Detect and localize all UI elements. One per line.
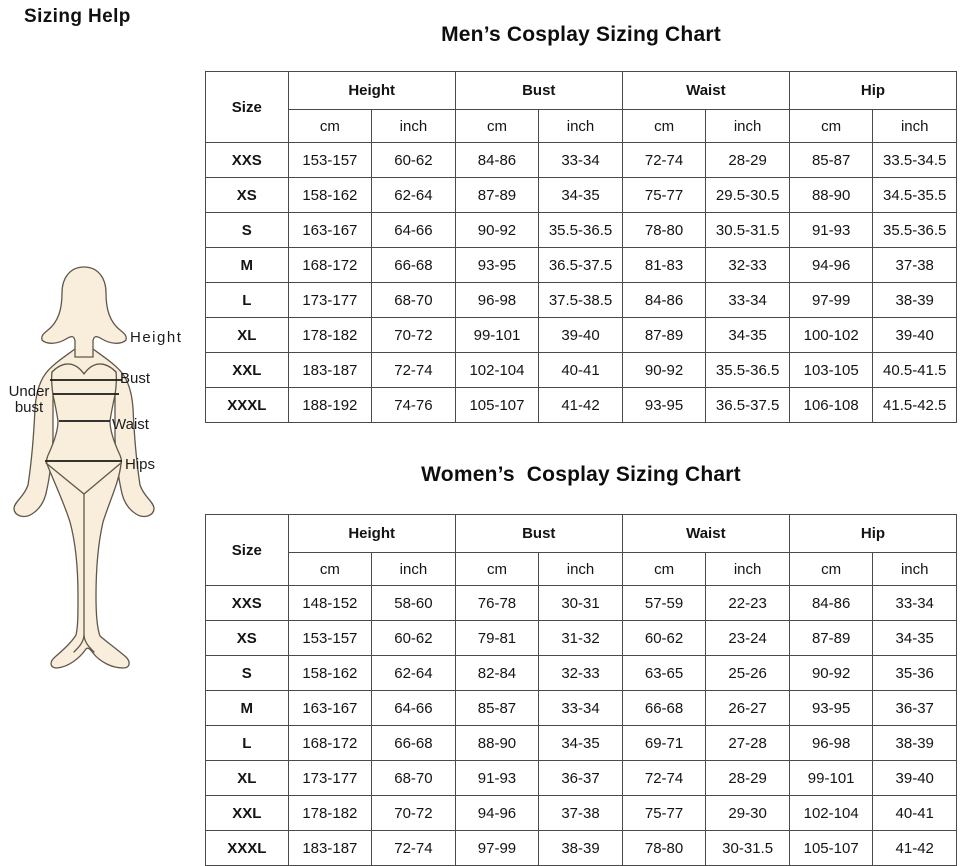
measurement-cell: 28-29 bbox=[706, 761, 790, 796]
measurement-cell: 94-96 bbox=[789, 248, 873, 283]
column-header-bust: Bust bbox=[455, 515, 622, 553]
hips-label: Hips bbox=[125, 456, 156, 473]
measurement-cell: 40-41 bbox=[873, 796, 957, 831]
unit-header-inch: inch bbox=[706, 110, 790, 143]
measurement-cell: 70-72 bbox=[372, 796, 456, 831]
measurement-cell: 79-81 bbox=[455, 621, 539, 656]
measurement-cell: 74-76 bbox=[372, 388, 456, 423]
measurement-cell: 38-39 bbox=[873, 726, 957, 761]
measurement-cell: 163-167 bbox=[288, 691, 372, 726]
measurement-cell: 62-64 bbox=[372, 178, 456, 213]
measurement-cell: 78-80 bbox=[622, 213, 706, 248]
measurement-cell: 173-177 bbox=[288, 761, 372, 796]
measurement-cell: 39-40 bbox=[873, 318, 957, 353]
measurement-cell: 64-66 bbox=[372, 691, 456, 726]
measurement-cell: 66-68 bbox=[622, 691, 706, 726]
figure-head bbox=[42, 267, 127, 357]
table-row bbox=[206, 178, 957, 213]
measurement-cell: 41-42 bbox=[539, 388, 623, 423]
column-header-waist: Waist bbox=[622, 515, 789, 553]
measurement-cell: 97-99 bbox=[455, 831, 539, 866]
page-title: Sizing Help bbox=[24, 6, 131, 27]
mens-header-units-row bbox=[206, 110, 957, 143]
womens-header-units-row bbox=[206, 553, 957, 586]
unit-header-cm: cm bbox=[622, 553, 706, 586]
height-label: Height bbox=[130, 329, 183, 346]
measurement-cell: 96-98 bbox=[455, 283, 539, 318]
unit-header-inch: inch bbox=[873, 553, 957, 586]
womens-chart-title: Women’s Cosplay Sizing Chart bbox=[421, 463, 741, 486]
measurement-cell: 72-74 bbox=[372, 831, 456, 866]
size-cell: XS bbox=[206, 621, 289, 656]
womens-header-groups-row bbox=[206, 515, 957, 553]
measurement-cell: 99-101 bbox=[789, 761, 873, 796]
measurement-cell: 70-72 bbox=[372, 318, 456, 353]
measurement-cell: 93-95 bbox=[622, 388, 706, 423]
table-row bbox=[206, 726, 957, 761]
body-silhouette-icon bbox=[0, 230, 210, 690]
measurement-cell: 100-102 bbox=[789, 318, 873, 353]
measurement-cell: 25-26 bbox=[706, 656, 790, 691]
unit-header-cm: cm bbox=[288, 553, 372, 586]
size-cell: XL bbox=[206, 318, 289, 353]
measurement-cell: 34-35 bbox=[706, 318, 790, 353]
mens-table-body bbox=[206, 143, 957, 423]
measurement-cell: 90-92 bbox=[622, 353, 706, 388]
table-row bbox=[206, 283, 957, 318]
measurement-cell: 85-87 bbox=[455, 691, 539, 726]
measurement-cell: 32-33 bbox=[539, 656, 623, 691]
table-row bbox=[206, 213, 957, 248]
measurement-cell: 62-64 bbox=[372, 656, 456, 691]
measurement-cell: 40.5-41.5 bbox=[873, 353, 957, 388]
measurement-cell: 75-77 bbox=[622, 796, 706, 831]
measurement-cell: 84-86 bbox=[789, 586, 873, 621]
measurement-cell: 33-34 bbox=[873, 586, 957, 621]
measurement-cell: 76-78 bbox=[455, 586, 539, 621]
table-row bbox=[206, 143, 957, 178]
unit-header-inch: inch bbox=[372, 110, 456, 143]
measurement-cell: 40-41 bbox=[539, 353, 623, 388]
measurement-cell: 153-157 bbox=[288, 143, 372, 178]
measurement-cell: 87-89 bbox=[622, 318, 706, 353]
measurement-cell: 93-95 bbox=[789, 691, 873, 726]
measurement-cell: 34.5-35.5 bbox=[873, 178, 957, 213]
measurement-cell: 72-74 bbox=[622, 761, 706, 796]
table-row bbox=[206, 353, 957, 388]
measurement-figure bbox=[0, 230, 210, 690]
size-cell: L bbox=[206, 283, 289, 318]
charts-column bbox=[205, 0, 957, 866]
measurement-cell: 87-89 bbox=[789, 621, 873, 656]
mens-chart-title: Men’s Cosplay Sizing Chart bbox=[441, 23, 721, 46]
measurement-cell: 57-59 bbox=[622, 586, 706, 621]
measurement-cell: 41.5-42.5 bbox=[873, 388, 957, 423]
size-cell: XL bbox=[206, 761, 289, 796]
measurement-cell: 97-99 bbox=[789, 283, 873, 318]
measurement-cell: 35-36 bbox=[873, 656, 957, 691]
measurement-cell: 30.5-31.5 bbox=[706, 213, 790, 248]
measurement-cell: 34-35 bbox=[539, 726, 623, 761]
measurement-cell: 41-42 bbox=[873, 831, 957, 866]
table-row bbox=[206, 388, 957, 423]
size-cell: M bbox=[206, 691, 289, 726]
measurement-cell: 163-167 bbox=[288, 213, 372, 248]
measurement-cell: 63-65 bbox=[622, 656, 706, 691]
measurement-cell: 178-182 bbox=[288, 796, 372, 831]
measurement-cell: 87-89 bbox=[455, 178, 539, 213]
size-cell: L bbox=[206, 726, 289, 761]
measurement-cell: 39-40 bbox=[539, 318, 623, 353]
size-cell: XXL bbox=[206, 796, 289, 831]
measurement-cell: 38-39 bbox=[539, 831, 623, 866]
size-cell: XXXL bbox=[206, 831, 289, 866]
measurement-cell: 78-80 bbox=[622, 831, 706, 866]
measurement-cell: 105-107 bbox=[789, 831, 873, 866]
unit-header-inch: inch bbox=[873, 110, 957, 143]
measurement-cell: 35.5-36.5 bbox=[539, 213, 623, 248]
size-cell: S bbox=[206, 656, 289, 691]
measurement-cell: 66-68 bbox=[372, 726, 456, 761]
measurement-cell: 102-104 bbox=[455, 353, 539, 388]
table-row bbox=[206, 621, 957, 656]
size-cell: XXXL bbox=[206, 388, 289, 423]
womens-table-body bbox=[206, 586, 957, 866]
measurement-cell: 28-29 bbox=[706, 143, 790, 178]
table-row bbox=[206, 586, 957, 621]
table-row bbox=[206, 248, 957, 283]
measurement-cell: 84-86 bbox=[622, 283, 706, 318]
measurement-cell: 36-37 bbox=[873, 691, 957, 726]
measurement-cell: 158-162 bbox=[288, 656, 372, 691]
unit-header-inch: inch bbox=[539, 553, 623, 586]
measurement-cell: 37-38 bbox=[873, 248, 957, 283]
measurement-cell: 72-74 bbox=[622, 143, 706, 178]
measurement-cell: 75-77 bbox=[622, 178, 706, 213]
unit-header-inch: inch bbox=[372, 553, 456, 586]
measurement-cell: 99-101 bbox=[455, 318, 539, 353]
measurement-cell: 153-157 bbox=[288, 621, 372, 656]
measurement-cell: 32-33 bbox=[706, 248, 790, 283]
measurement-cell: 29.5-30.5 bbox=[706, 178, 790, 213]
measurement-cell: 90-92 bbox=[455, 213, 539, 248]
measurement-cell: 26-27 bbox=[706, 691, 790, 726]
measurement-cell: 183-187 bbox=[288, 353, 372, 388]
measurement-cell: 168-172 bbox=[288, 726, 372, 761]
measurement-cell: 94-96 bbox=[455, 796, 539, 831]
column-header-bust: Bust bbox=[455, 72, 622, 110]
measurement-cell: 60-62 bbox=[372, 621, 456, 656]
measurement-cell: 31-32 bbox=[539, 621, 623, 656]
measurement-cell: 88-90 bbox=[455, 726, 539, 761]
unit-header-cm: cm bbox=[789, 553, 873, 586]
table-row bbox=[206, 656, 957, 691]
mens-sizing-table bbox=[205, 71, 957, 423]
measurement-cell: 82-84 bbox=[455, 656, 539, 691]
column-header-size: Size bbox=[206, 72, 289, 143]
measurement-cell: 88-90 bbox=[789, 178, 873, 213]
unit-header-cm: cm bbox=[789, 110, 873, 143]
size-cell: XXS bbox=[206, 586, 289, 621]
measurement-cell: 58-60 bbox=[372, 586, 456, 621]
measurement-cell: 37.5-38.5 bbox=[539, 283, 623, 318]
measurement-cell: 85-87 bbox=[789, 143, 873, 178]
measurement-cell: 36-37 bbox=[539, 761, 623, 796]
measurement-cell: 36.5-37.5 bbox=[539, 248, 623, 283]
measurement-cell: 68-70 bbox=[372, 761, 456, 796]
table-row bbox=[206, 761, 957, 796]
column-header-height: Height bbox=[288, 515, 455, 553]
measurement-cell: 36.5-37.5 bbox=[706, 388, 790, 423]
measurement-cell: 93-95 bbox=[455, 248, 539, 283]
measurement-cell: 103-105 bbox=[789, 353, 873, 388]
size-cell: XXS bbox=[206, 143, 289, 178]
measurement-cell: 34-35 bbox=[873, 621, 957, 656]
measurement-cell: 188-192 bbox=[288, 388, 372, 423]
column-header-size: Size bbox=[206, 515, 289, 586]
measurement-cell: 173-177 bbox=[288, 283, 372, 318]
table-row bbox=[206, 691, 957, 726]
table-row bbox=[206, 831, 957, 866]
measurement-cell: 33-34 bbox=[539, 143, 623, 178]
measurement-cell: 91-93 bbox=[455, 761, 539, 796]
measurement-cell: 37-38 bbox=[539, 796, 623, 831]
column-header-height: Height bbox=[288, 72, 455, 110]
measurement-cell: 84-86 bbox=[455, 143, 539, 178]
measurement-cell: 168-172 bbox=[288, 248, 372, 283]
measurement-cell: 102-104 bbox=[789, 796, 873, 831]
unit-header-cm: cm bbox=[455, 110, 539, 143]
measurement-cell: 68-70 bbox=[372, 283, 456, 318]
measurement-cell: 27-28 bbox=[706, 726, 790, 761]
measurement-cell: 148-152 bbox=[288, 586, 372, 621]
table-row bbox=[206, 318, 957, 353]
unit-header-cm: cm bbox=[288, 110, 372, 143]
under-bust-label: Under bust bbox=[8, 383, 50, 416]
size-cell: M bbox=[206, 248, 289, 283]
unit-header-cm: cm bbox=[622, 110, 706, 143]
bust-label: Bust bbox=[120, 370, 151, 387]
unit-header-cm: cm bbox=[455, 553, 539, 586]
measurement-cell: 35.5-36.5 bbox=[706, 353, 790, 388]
measurement-cell: 22-23 bbox=[706, 586, 790, 621]
measurement-cell: 183-187 bbox=[288, 831, 372, 866]
size-cell: XXL bbox=[206, 353, 289, 388]
measurement-cell: 106-108 bbox=[789, 388, 873, 423]
measurement-cell: 158-162 bbox=[288, 178, 372, 213]
measurement-cell: 39-40 bbox=[873, 761, 957, 796]
measurement-cell: 34-35 bbox=[539, 178, 623, 213]
unit-header-inch: inch bbox=[539, 110, 623, 143]
table-row bbox=[206, 796, 957, 831]
measurement-cell: 81-83 bbox=[622, 248, 706, 283]
measurement-cell: 178-182 bbox=[288, 318, 372, 353]
measurement-cell: 33-34 bbox=[539, 691, 623, 726]
waist-label: Waist bbox=[112, 416, 149, 433]
measurement-cell: 23-24 bbox=[706, 621, 790, 656]
measurement-cell: 60-62 bbox=[372, 143, 456, 178]
measurement-cell: 33.5-34.5 bbox=[873, 143, 957, 178]
column-header-waist: Waist bbox=[622, 72, 789, 110]
womens-sizing-table bbox=[205, 514, 957, 866]
measurement-cell: 105-107 bbox=[455, 388, 539, 423]
measurement-cell: 38-39 bbox=[873, 283, 957, 318]
measurement-cell: 33-34 bbox=[706, 283, 790, 318]
column-header-hip: Hip bbox=[789, 72, 956, 110]
measurement-cell: 35.5-36.5 bbox=[873, 213, 957, 248]
measurement-cell: 96-98 bbox=[789, 726, 873, 761]
column-header-hip: Hip bbox=[789, 515, 956, 553]
measurement-cell: 60-62 bbox=[622, 621, 706, 656]
measurement-cell: 91-93 bbox=[789, 213, 873, 248]
unit-header-inch: inch bbox=[706, 553, 790, 586]
size-cell: XS bbox=[206, 178, 289, 213]
mens-header-groups-row bbox=[206, 72, 957, 110]
measurement-cell: 64-66 bbox=[372, 213, 456, 248]
measurement-cell: 30-31 bbox=[539, 586, 623, 621]
measurement-cell: 66-68 bbox=[372, 248, 456, 283]
measurement-cell: 30-31.5 bbox=[706, 831, 790, 866]
measurement-cell: 69-71 bbox=[622, 726, 706, 761]
size-cell: S bbox=[206, 213, 289, 248]
measurement-cell: 72-74 bbox=[372, 353, 456, 388]
measurement-cell: 29-30 bbox=[706, 796, 790, 831]
measurement-cell: 90-92 bbox=[789, 656, 873, 691]
